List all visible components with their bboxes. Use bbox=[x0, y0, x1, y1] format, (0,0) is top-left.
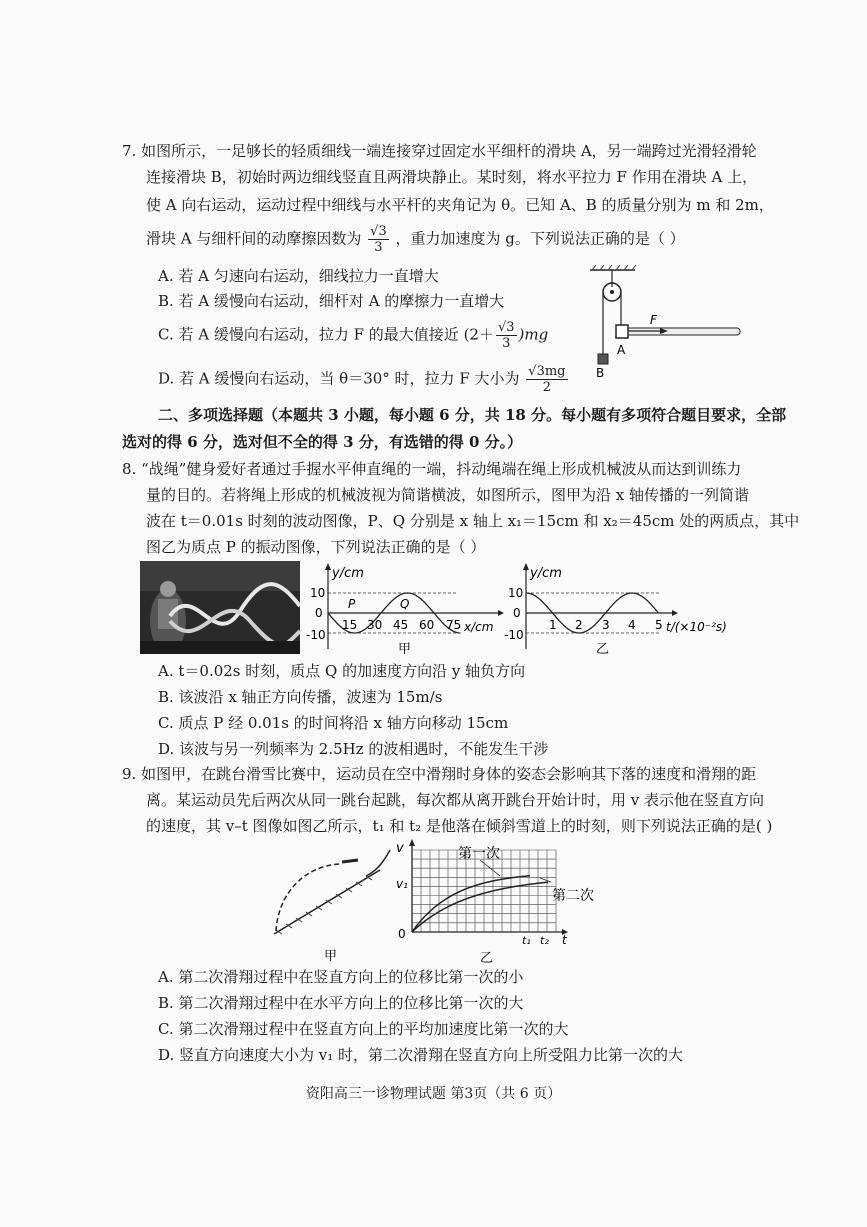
curve-second bbox=[412, 882, 548, 932]
q7-line3: 使 A 向右运动，运动过程中细线与水平杆的夹角记为 θ。已知 A、B 的质量分别为 m 和 2m， bbox=[146, 196, 774, 214]
q7-line4 bbox=[146, 224, 685, 255]
section2-line1: 二、多项选择题（本题共 3 小题，每小题 6 分，共 18 分。每小题有多项符合题目要求，全部 bbox=[158, 406, 787, 424]
q7-option-d-num: √3mg bbox=[528, 364, 566, 379]
v-t-graph bbox=[390, 838, 620, 968]
label-a: A bbox=[617, 343, 626, 357]
block-a bbox=[616, 325, 628, 338]
second-label: 第二次 bbox=[552, 888, 594, 904]
origin-label: 0 bbox=[398, 927, 406, 941]
q9-option-b: B. 第二次滑翔过程中在水平方向上的位移比第一次的大 bbox=[158, 994, 524, 1012]
xtick-30: 30 bbox=[367, 618, 383, 632]
q8-option-a: A. t＝0.02s 时刻，质点 Q 的加速度方向沿 y 轴负方向 bbox=[158, 662, 526, 680]
q9-line3: 的速度，其 v–t 图像如图乙所示，t₁ 和 t₂ 是他落在倾斜雪道上的时刻，则下列说法正确的是( ) bbox=[146, 817, 773, 835]
label-b: B bbox=[596, 366, 605, 380]
t2-label: t₂ bbox=[540, 934, 549, 947]
q7-line4-text-b: ，重力加速度为 g。下列说法正确的是（ ） bbox=[395, 229, 685, 248]
block-b bbox=[598, 354, 608, 364]
y-top: 10 bbox=[508, 586, 524, 600]
q8-line1: 8. “战绳”健身爱好者通过手握水平伸直绳的一端，抖动绳端在绳上形成机械波从而达到训练力 bbox=[122, 460, 742, 478]
xtick-75: 75 bbox=[446, 618, 462, 632]
ttick-5: 5 bbox=[655, 618, 663, 632]
q8-option-b: B. 该波沿 x 轴正方向传播，波速为 15m/s bbox=[158, 688, 443, 706]
q7-option-c-post: )mg bbox=[518, 325, 549, 344]
xtick-60: 60 bbox=[419, 618, 435, 632]
caption-yi: 乙 bbox=[596, 642, 610, 657]
q7-option-c-den: 3 bbox=[502, 336, 511, 351]
q7-option-d-fraction bbox=[526, 364, 567, 395]
xtick-45: 45 bbox=[393, 618, 409, 632]
y-zero: 0 bbox=[513, 606, 521, 620]
section2-line2: 选对的得 6 分，选对但不全的得 3 分，有选错的得 0 分。） bbox=[122, 433, 523, 451]
ylabel: y/cm bbox=[530, 566, 562, 581]
q7-option-c-pre: (2＋ bbox=[463, 325, 494, 344]
q7-line2: 连接滑块 B，初始时两边细线竖直且两滑块静止。某时刻，将水平拉力 F 作用在滑块 A 上， bbox=[146, 168, 758, 186]
vibration-graph-yi bbox=[500, 561, 740, 659]
ski-jump-figure bbox=[262, 846, 402, 966]
q7-option-d-den: 2 bbox=[542, 380, 552, 395]
force-f-label: F bbox=[650, 313, 657, 327]
q8-line2: 量的目的。若将绳上形成的机械波视为简谐横波，如图所示，图甲为沿 x 轴传播的一列简谐 bbox=[146, 486, 749, 504]
q8-option-c: C. 质点 P 经 0.01s 的时间将沿 x 轴方向移动 15cm bbox=[158, 714, 509, 732]
q9-option-a: A. 第二次滑翔过程中在竖直方向上的位移比第一次的小 bbox=[158, 968, 524, 986]
q7-mu-den: 3 bbox=[374, 240, 383, 255]
q7-option-b: B. 若 A 缓慢向右运动，细杆对 A 的摩擦力一直增大 bbox=[158, 292, 505, 310]
xtick-15: 15 bbox=[342, 618, 358, 632]
y-bot: -10 bbox=[504, 628, 524, 642]
q7-option-d bbox=[158, 364, 570, 395]
v-axis-label: v bbox=[396, 841, 404, 856]
v1-label: v₁ bbox=[396, 877, 408, 891]
q7-pulley-figure bbox=[580, 262, 750, 382]
q7-mu-fraction bbox=[368, 224, 389, 255]
q7-option-d-text: D. 若 A 缓慢向右运动，当 θ＝30° 时，拉力 F 大小为 bbox=[158, 369, 520, 388]
q9-option-d: D. 竖直方向速度大小为 v₁ 时，第二次滑翔在竖直方向上所受阻力比第一次的大 bbox=[158, 1046, 684, 1064]
y-bot: -10 bbox=[306, 628, 326, 642]
ttick-4: 4 bbox=[628, 618, 636, 632]
xlabel: x/cm bbox=[464, 620, 494, 634]
wave-graph-jia bbox=[306, 561, 506, 659]
ylabel: y/cm bbox=[332, 566, 364, 581]
q7-mu-num: √3 bbox=[370, 224, 387, 239]
q8-line4: 图乙为质点 P 的振动图像，下列说法正确的是（ ） bbox=[146, 538, 486, 556]
first-label: 第一次 bbox=[458, 846, 500, 862]
q7-option-c bbox=[158, 320, 548, 351]
ttick-3: 3 bbox=[602, 618, 610, 632]
t1-label: t₁ bbox=[522, 934, 531, 947]
q9-option-c: C. 第二次滑翔过程中在竖直方向上的平均加速度比第一次的大 bbox=[158, 1020, 569, 1038]
page-footer: 资阳高三一诊物理试题 第3页（共 6 页） bbox=[305, 1086, 562, 1102]
caption-jia: 甲 bbox=[324, 949, 338, 964]
q7-option-a: A. 若 A 匀速向右运动，细线拉力一直增大 bbox=[158, 267, 439, 285]
y-zero: 0 bbox=[315, 606, 323, 620]
point-q: Q bbox=[400, 597, 410, 611]
q7-option-c-fraction bbox=[496, 320, 517, 351]
q8-option-d: D. 该波与另一列频率为 2.5Hz 的波相遇时，不能发生干涉 bbox=[158, 740, 549, 758]
q9-line1: 9. 如图甲，在跳台滑雪比赛中，运动员在空中滑翔时身体的姿态会影响其下落的速度和滑翔的距 bbox=[122, 765, 757, 783]
ttick-1: 1 bbox=[549, 618, 557, 632]
caption-yi: 乙 bbox=[480, 951, 494, 966]
q7-option-c-num: √3 bbox=[497, 320, 515, 335]
q7-line1: 7. 如图所示，一足够长的轻质细线一端连接穿过固定水平细杆的滑块 A，另一端跨过光滑轻滑轮 bbox=[122, 142, 757, 160]
ttick-2: 2 bbox=[575, 618, 583, 632]
tlabel: t/(×10⁻²s) bbox=[666, 620, 727, 634]
caption-jia: 甲 bbox=[398, 642, 412, 657]
q9-line2: 离。某运动员先后两次从同一跳台起跳，每次都从离开跳台开始计时，用 v 表示他在竖直方向 bbox=[146, 791, 765, 809]
t-axis-label: t bbox=[562, 933, 567, 947]
q7-option-c-text: C. 若 A 缓慢向右运动，拉力 F 的最大值接近 bbox=[158, 325, 459, 344]
q8-line3: 波在 t＝0.01s 时刻的波动图像，P、Q 分别是 x 轴上 x₁＝15cm 和 x₂＝45cm 处的两质点，其中 bbox=[146, 512, 800, 530]
q7-line4-text-a: 滑块 A 与细杆间的动摩擦因数为 bbox=[146, 229, 362, 248]
y-top: 10 bbox=[310, 586, 326, 600]
battle-rope-photo bbox=[140, 561, 300, 654]
point-p: P bbox=[348, 597, 356, 611]
